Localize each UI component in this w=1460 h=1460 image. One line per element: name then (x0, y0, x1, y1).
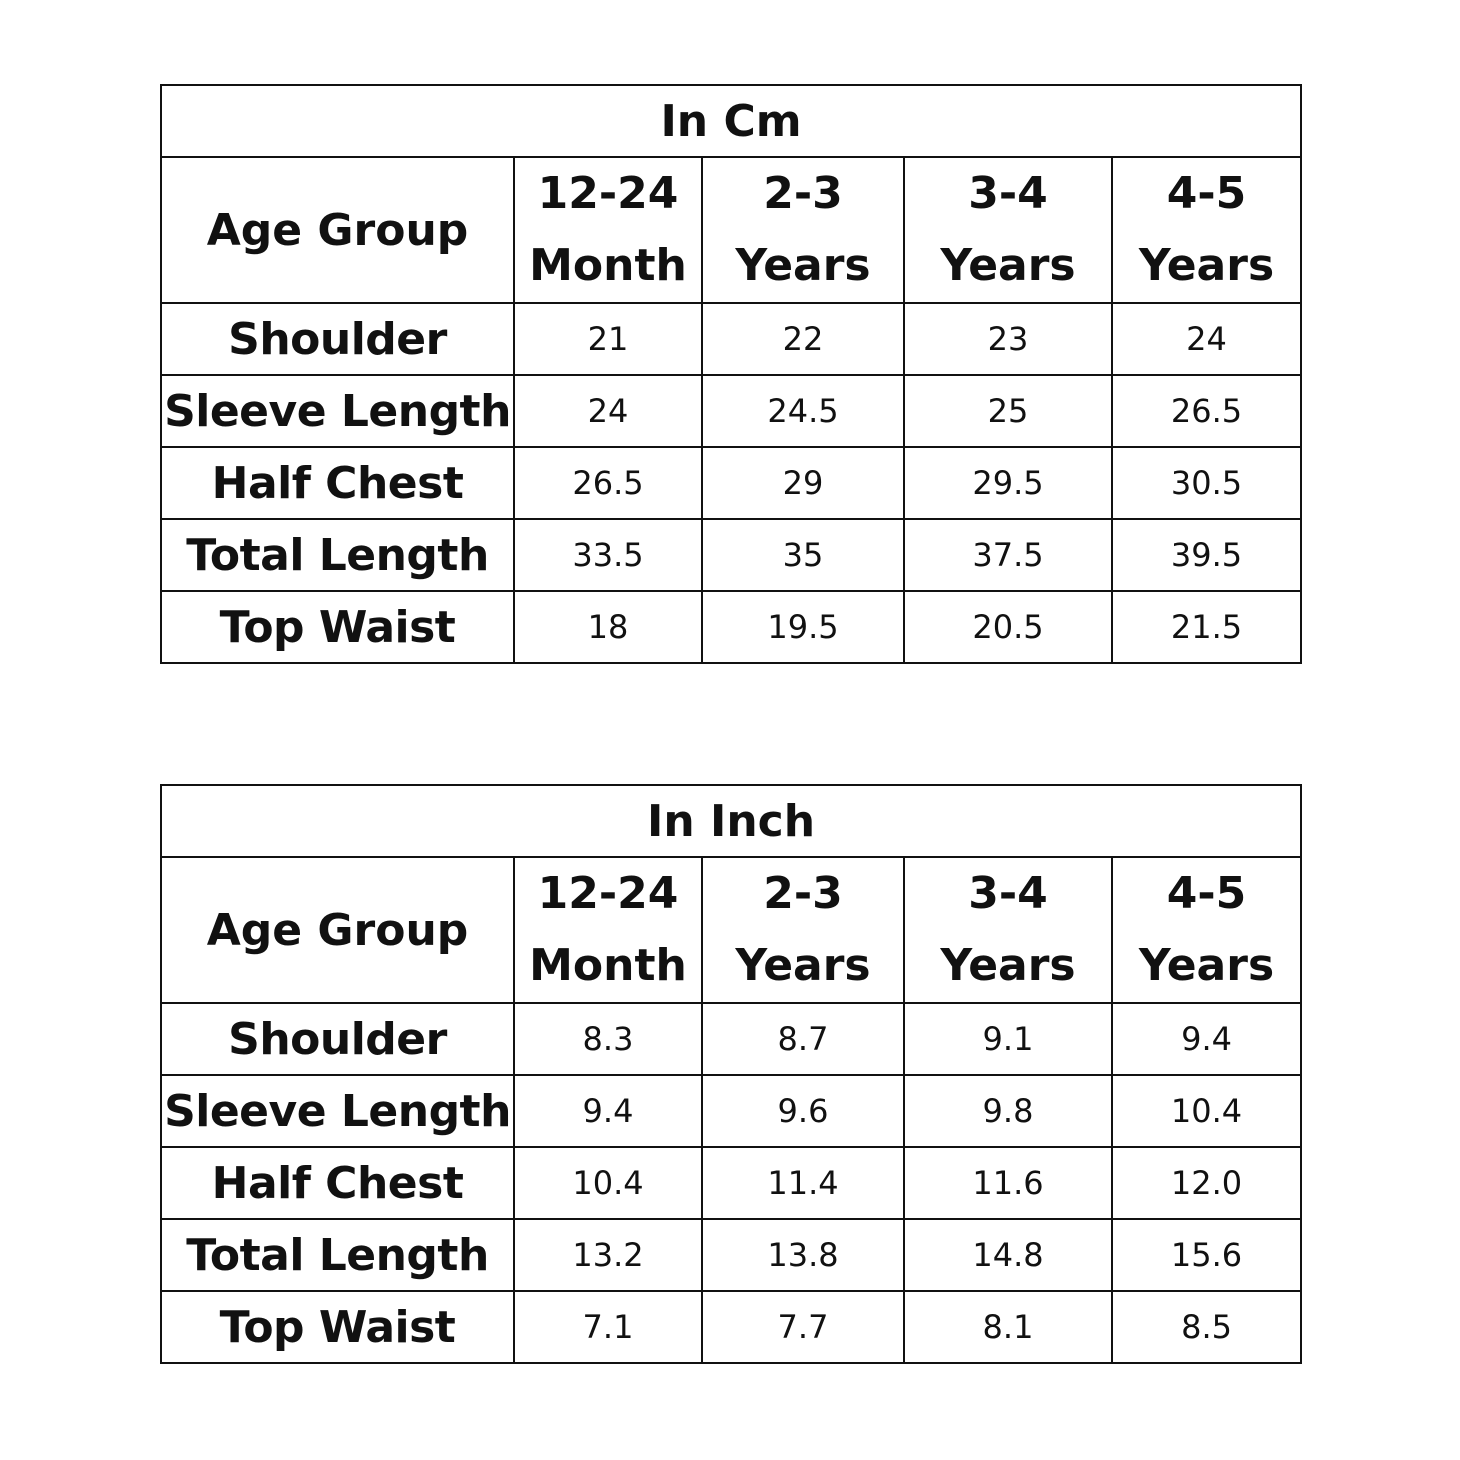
value-cell: 26.5 (1112, 375, 1301, 447)
value-cell: 39.5 (1112, 519, 1301, 591)
table-title: In Cm (161, 85, 1301, 157)
value-cell: 8.5 (1112, 1291, 1301, 1363)
value-cell: 21 (514, 303, 702, 375)
column-header-line2: Years (940, 240, 1076, 291)
size-table-inch (160, 784, 1302, 1364)
value-cell: 33.5 (514, 519, 702, 591)
value-cell: 24 (514, 375, 702, 447)
table-row (161, 519, 1301, 591)
row-label: Shoulder (161, 303, 514, 375)
row-label: Shoulder (161, 1003, 514, 1075)
table-row (161, 1291, 1301, 1363)
age-group-label: Age Group (161, 157, 514, 303)
value-cell: 13.2 (514, 1219, 702, 1291)
row-label: Sleeve Length (161, 1075, 514, 1147)
value-cell: 9.4 (1112, 1003, 1301, 1075)
value-cell: 8.3 (514, 1003, 702, 1075)
column-header-line2: Years (1138, 940, 1275, 991)
row-label: Sleeve Length (161, 375, 514, 447)
column-header-line1: 12-24 (537, 168, 679, 219)
column-header-line1: 3-4 (968, 868, 1048, 919)
table-row (161, 1075, 1301, 1147)
column-header-line2: Years (940, 940, 1076, 991)
column-header (702, 857, 904, 1003)
value-cell: 26.5 (514, 447, 702, 519)
column-header-line1: 3-4 (968, 168, 1048, 219)
value-cell: 12.0 (1112, 1147, 1301, 1219)
column-header-line2: Month (529, 240, 687, 291)
row-label: Half Chest (161, 1147, 514, 1219)
table-row (161, 447, 1301, 519)
value-cell: 24 (1112, 303, 1301, 375)
column-header-line1: 2-3 (763, 868, 843, 919)
value-cell: 35 (702, 519, 904, 591)
value-cell: 23 (904, 303, 1112, 375)
value-cell: 14.8 (904, 1219, 1112, 1291)
column-header-line1: 4-5 (1166, 168, 1247, 219)
table-row (161, 303, 1301, 375)
value-cell: 8.7 (702, 1003, 904, 1075)
value-cell: 19.5 (702, 591, 904, 663)
value-cell: 29.5 (904, 447, 1112, 519)
value-cell: 20.5 (904, 591, 1112, 663)
value-cell: 22 (702, 303, 904, 375)
column-header-line2: Month (529, 940, 687, 991)
table-row (161, 591, 1301, 663)
column-header-line2: Years (735, 940, 871, 991)
age-group-label: Age Group (161, 857, 514, 1003)
table-row (161, 1219, 1301, 1291)
row-label: Half Chest (161, 447, 514, 519)
value-cell: 9.1 (904, 1003, 1112, 1075)
column-header-line1: 4-5 (1166, 868, 1247, 919)
value-cell: 10.4 (514, 1147, 702, 1219)
column-header-line2: Years (735, 240, 871, 291)
title-row (161, 785, 1301, 857)
column-header-line1: 2-3 (763, 168, 843, 219)
value-cell: 15.6 (1112, 1219, 1301, 1291)
value-cell: 21.5 (1112, 591, 1301, 663)
value-cell: 30.5 (1112, 447, 1301, 519)
column-header (514, 857, 702, 1003)
value-cell: 7.7 (702, 1291, 904, 1363)
value-cell: 9.4 (514, 1075, 702, 1147)
value-cell: 18 (514, 591, 702, 663)
column-header-line1: 12-24 (537, 868, 679, 919)
column-header (1112, 157, 1301, 303)
value-cell: 13.8 (702, 1219, 904, 1291)
table-title: In Inch (161, 785, 1301, 857)
value-cell: 11.4 (702, 1147, 904, 1219)
table-row (161, 1147, 1301, 1219)
value-cell: 8.1 (904, 1291, 1112, 1363)
column-header (904, 857, 1112, 1003)
value-cell: 29 (702, 447, 904, 519)
row-label: Total Length (161, 519, 514, 591)
value-cell: 25 (904, 375, 1112, 447)
table-row (161, 1003, 1301, 1075)
value-cell: 10.4 (1112, 1075, 1301, 1147)
size-table-cm (160, 84, 1302, 664)
value-cell: 24.5 (702, 375, 904, 447)
title-row (161, 85, 1301, 157)
column-header (1112, 857, 1301, 1003)
column-header (904, 157, 1112, 303)
header-row (161, 157, 1301, 303)
value-cell: 9.6 (702, 1075, 904, 1147)
header-row (161, 857, 1301, 1003)
row-label: Top Waist (161, 591, 514, 663)
value-cell: 7.1 (514, 1291, 702, 1363)
value-cell: 9.8 (904, 1075, 1112, 1147)
row-label: Total Length (161, 1219, 514, 1291)
column-header-line2: Years (1138, 240, 1275, 291)
table-row (161, 375, 1301, 447)
column-header (702, 157, 904, 303)
value-cell: 37.5 (904, 519, 1112, 591)
value-cell: 11.6 (904, 1147, 1112, 1219)
column-header (514, 157, 702, 303)
row-label: Top Waist (161, 1291, 514, 1363)
